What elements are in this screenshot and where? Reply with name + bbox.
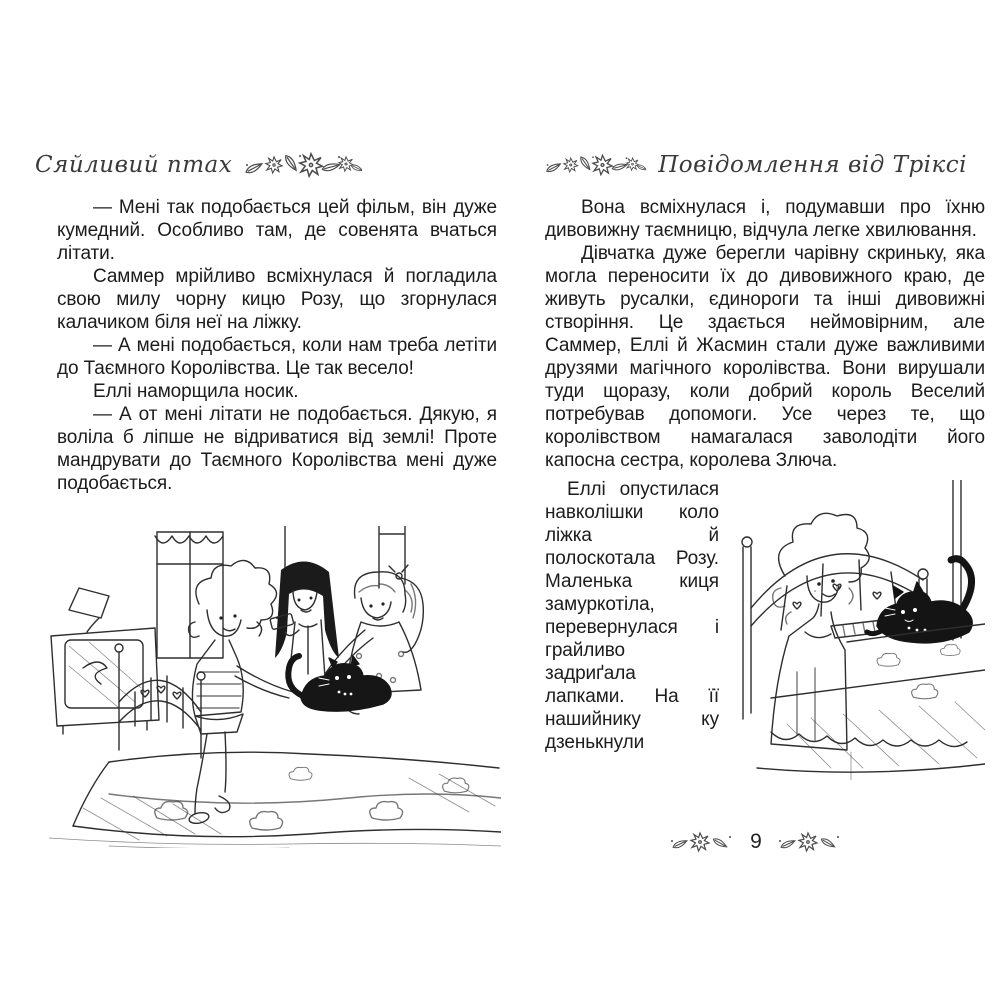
paragraph: — А мені подобається, коли нам треба летіти до Таємного Королівства. Це так весело! [57,335,497,379]
right-page [545,148,985,868]
left-running-head [35,148,497,182]
paragraph: Вона всміхнулася і, подумавши про їхню дивовижну таємницю, відчула легке хвилювання. [545,197,985,241]
floral-ornament-icon [545,152,646,178]
paragraph: — Мені так подобається цей фільм, він дуже кумедний. Особливо там, де совенята вчаться літати. [57,197,497,264]
floral-ornament-icon [244,152,362,178]
right-page-title: Повідомлення від Тріксі [658,152,967,178]
paragraph: Еллі опустилася навколішки коло ліжка й полоскотала Розу. Маленька киця замуркотіла, перевернулася і грайливо задриґала лапками. На її нашийнику ку дзенькнули [545,479,719,753]
right-text-column [545,196,985,780]
illustration-girl-petting-cat [727,480,985,780]
right-running-head [545,148,967,182]
paragraph: Саммер мрійливо всміхнулася й погладила свою милу чорну кицю Розу, що згорнулася калачиком біля неї на ліжку. [57,266,497,333]
page-number: 9 [750,830,762,853]
illustration-three-girls-on-bed [49,526,501,848]
paragraph: Дівчатка дуже берегли чарівну скриньку, яка могла переносити їх до дивовижного краю, де живуть русалки, єдинороги та інші дивовижні створіння. Це здається неймовірним, але Саммер, Еллі й Жасмин стали дуже важливими друзями магічного королівства. Вони вирушали туди щоразу, коли добрий король Веселий потребував допомоги. Усе через те, що королівством намагалася заволодіти його капосна сестра, королева Злюча. [545,243,985,471]
left-page [35,148,497,868]
text-wrap-block [545,478,985,780]
floral-ornament-icon [778,831,842,853]
page-footer [545,830,967,854]
paragraph: — А от мені літати не подобається. Дякую, я воліла б ліпше не відриватися від землі! Проте мандрувати до Таємного Королівства мені дуже подобається. [57,404,497,494]
left-page-title: Сяйливий птах [35,152,233,178]
left-text-column [57,196,497,495]
floral-ornament-icon [670,831,734,853]
paragraph: Еллі наморщила носик. [93,381,299,402]
